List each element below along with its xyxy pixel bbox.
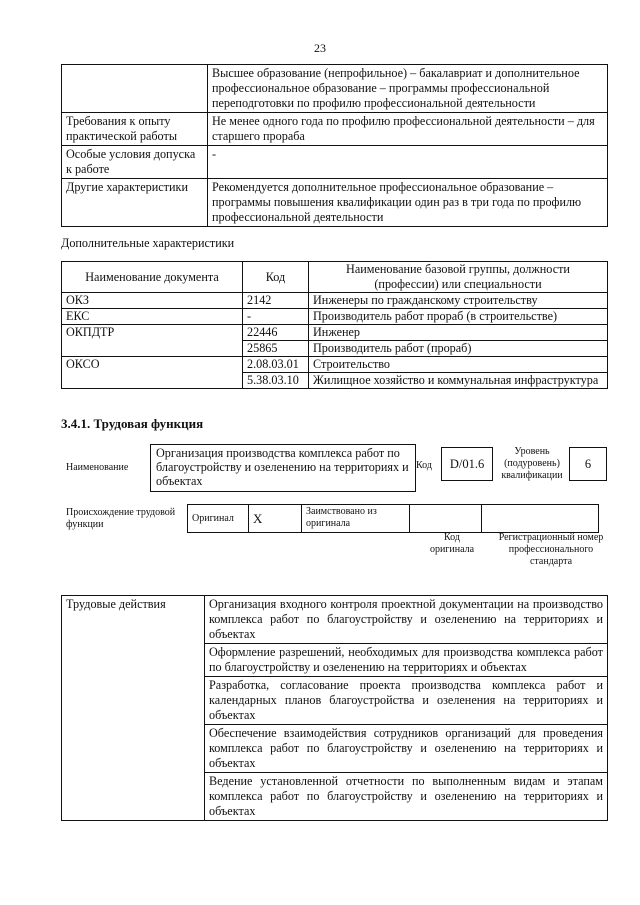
row-label: Особые условия допуска к работе bbox=[62, 146, 208, 179]
cell-doc: ОКСО bbox=[62, 357, 243, 389]
row-value: Рекомендуется дополнительное профессиональное образование – программы повышения квалификации один раз в три года по профилю профессиональной деятельности bbox=[208, 179, 608, 227]
origin-label: Происхождение трудовой функции bbox=[66, 507, 176, 530]
table-row bbox=[62, 309, 608, 325]
cell-code: 25865 bbox=[243, 341, 309, 357]
action-item: Обеспечение взаимодействия сотрудников организаций для проведения комплекса работ по благоустройству и озеленению на территориях и объектах bbox=[205, 725, 608, 773]
function-code: D/01.6 bbox=[441, 447, 493, 481]
cell-doc: ОКЗ bbox=[62, 293, 243, 309]
cell-code: 22446 bbox=[243, 325, 309, 341]
row-value: Не менее одного года по профилю профессиональной деятельности – для старшего прораба bbox=[208, 113, 608, 146]
header-name: Наименование базовой группы, должности (профессии) или специальности bbox=[309, 262, 608, 293]
original-mark: X bbox=[249, 505, 302, 533]
table-row bbox=[62, 113, 608, 146]
table-row bbox=[62, 596, 608, 644]
cell-code: 2.08.03.01 bbox=[243, 357, 309, 373]
row-label bbox=[62, 65, 208, 113]
section-heading: 3.4.1. Трудовая функция bbox=[61, 416, 204, 431]
level-value: 6 bbox=[569, 447, 607, 481]
cell-doc: ЕКС bbox=[62, 309, 243, 325]
cell-name: Строительство bbox=[309, 357, 608, 373]
actions-table bbox=[61, 595, 608, 821]
original-label: Оригинал bbox=[188, 505, 249, 533]
action-item: Оформление разрешений, необходимых для производства комплекса работ по благоустройству и озеленению на территориях и объектах bbox=[205, 644, 608, 677]
borrowed-label: Заимствовано из оригинала bbox=[302, 505, 410, 533]
table-row bbox=[62, 325, 608, 341]
row-label: Требования к опыту практической работы bbox=[62, 113, 208, 146]
reg-number-box bbox=[482, 505, 599, 533]
table-row bbox=[62, 293, 608, 309]
action-item: Разработка, согласование проекта производства комплекса работ и календарных планов благоустройства и озеленения на территориях и объектах bbox=[205, 677, 608, 725]
additional-table bbox=[61, 261, 608, 389]
table-row bbox=[62, 65, 608, 113]
requirements-table bbox=[61, 64, 608, 227]
header-code: Код bbox=[243, 262, 309, 293]
page-number: 23 bbox=[314, 41, 326, 55]
row-value: Высшее образование (непрофильное) – бакалавриат и дополнительное профессиональное образование – программы профессиональной переподготовки по профилю профессиональной деятельности bbox=[208, 65, 608, 113]
row-label: Другие характеристики bbox=[62, 179, 208, 227]
table-row bbox=[62, 179, 608, 227]
table-header-row bbox=[62, 262, 608, 293]
cell-name: Производитель работ (прораб) bbox=[309, 341, 608, 357]
cell-name: Инженер bbox=[309, 325, 608, 341]
cell-name: Жилищное хозяйство и коммунальная инфраструктура bbox=[309, 373, 608, 389]
code-original-box bbox=[410, 505, 482, 533]
cell-name: Производитель работ прораб (в строительстве) bbox=[309, 309, 608, 325]
code-original-label: Код оригинала bbox=[429, 532, 475, 555]
code-label: Код bbox=[416, 460, 432, 471]
table-row bbox=[62, 146, 608, 179]
cell-doc: ОКПДТР bbox=[62, 325, 243, 357]
reg-number-label: Регистрационный номер профессионального стандарта bbox=[498, 532, 604, 567]
row-value: - bbox=[208, 146, 608, 179]
cell-name: Инженеры по гражданскому строительству bbox=[309, 293, 608, 309]
action-item: Организация входного контроля проектной документации на производство комплекса работ по благоустройству и озеленению на территориях и объектах bbox=[205, 596, 608, 644]
level-label: Уровень (подуровень) квалификации bbox=[501, 446, 563, 481]
cell-code: - bbox=[243, 309, 309, 325]
origin-table bbox=[187, 504, 599, 533]
header-doc: Наименование документа bbox=[62, 262, 243, 293]
additional-heading: Дополнительные характеристики bbox=[61, 236, 235, 250]
name-label: Наименование bbox=[66, 462, 129, 473]
action-item: Ведение установленной отчетности по выполненным видам и этапам комплекса работ по благоустройству и озеленению на территориях и объектах bbox=[205, 773, 608, 821]
cell-code: 5.38.03.10 bbox=[243, 373, 309, 389]
table-row bbox=[62, 357, 608, 373]
function-name: Организация производства комплекса работ по благоустройству и озеленению на территориях и объектах bbox=[150, 444, 416, 492]
cell-code: 2142 bbox=[243, 293, 309, 309]
actions-label: Трудовые действия bbox=[62, 596, 205, 821]
